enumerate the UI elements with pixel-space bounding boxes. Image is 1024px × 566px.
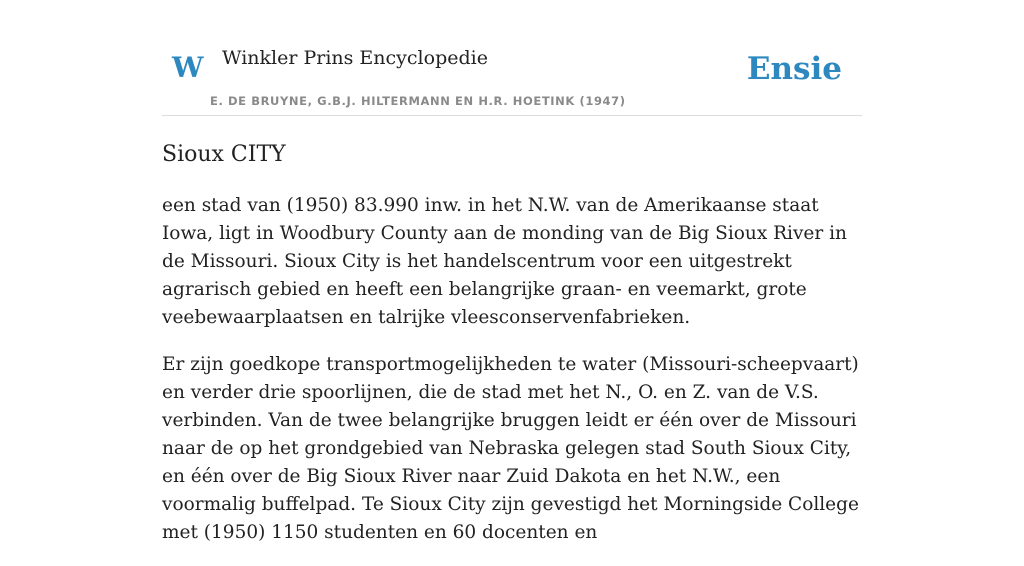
publication-authors: E. DE BRUYNE, G.B.J. HILTERMANN EN H.R. HOETINK (1947) [210, 94, 626, 108]
entry-body [162, 192, 862, 566]
page [162, 0, 862, 543]
brand-logo-link[interactable]: Ensie [746, 51, 842, 87]
publication-title-link[interactable]: Winkler Prins Encyclopedie [222, 47, 488, 69]
publication-logo-icon[interactable]: W [172, 51, 204, 84]
entry-paragraph: een stad van (1950) 83.990 inw. in het N.W. van de Amerikaanse staat Iowa, ligt in Woodbury County aan de monding van de Big Sioux River in de Missouri. Sioux City is het handelscentrum voor een uitgestrekt agrarisch gebied en heeft een belangrijke graan- en veemarkt, grote veebewaarplaatsen en talrijke vleesconservenfabrieken. [162, 195, 847, 328]
entry-title: Sioux CITY [162, 142, 286, 167]
header [162, 0, 862, 116]
entry-paragraph: Er zijn goedkope transportmogelijkheden te water (Missouri-scheepvaart) en verder drie spoorlijnen, die de stad met het N., O. en Z. van de V.S. verbinden. Van de twee belangrijke bruggen leidt er één over de Missouri naar de op het grondgebied van Nebraska gelegen stad South Sioux City, en één over de Big Sioux River naar Zuid Dakota en het N.W., een voormalig buffelpad. Te Sioux City zijn gevestigd het Morningside College met (1950) 1150 studenten en 60 docenten en [162, 354, 859, 543]
